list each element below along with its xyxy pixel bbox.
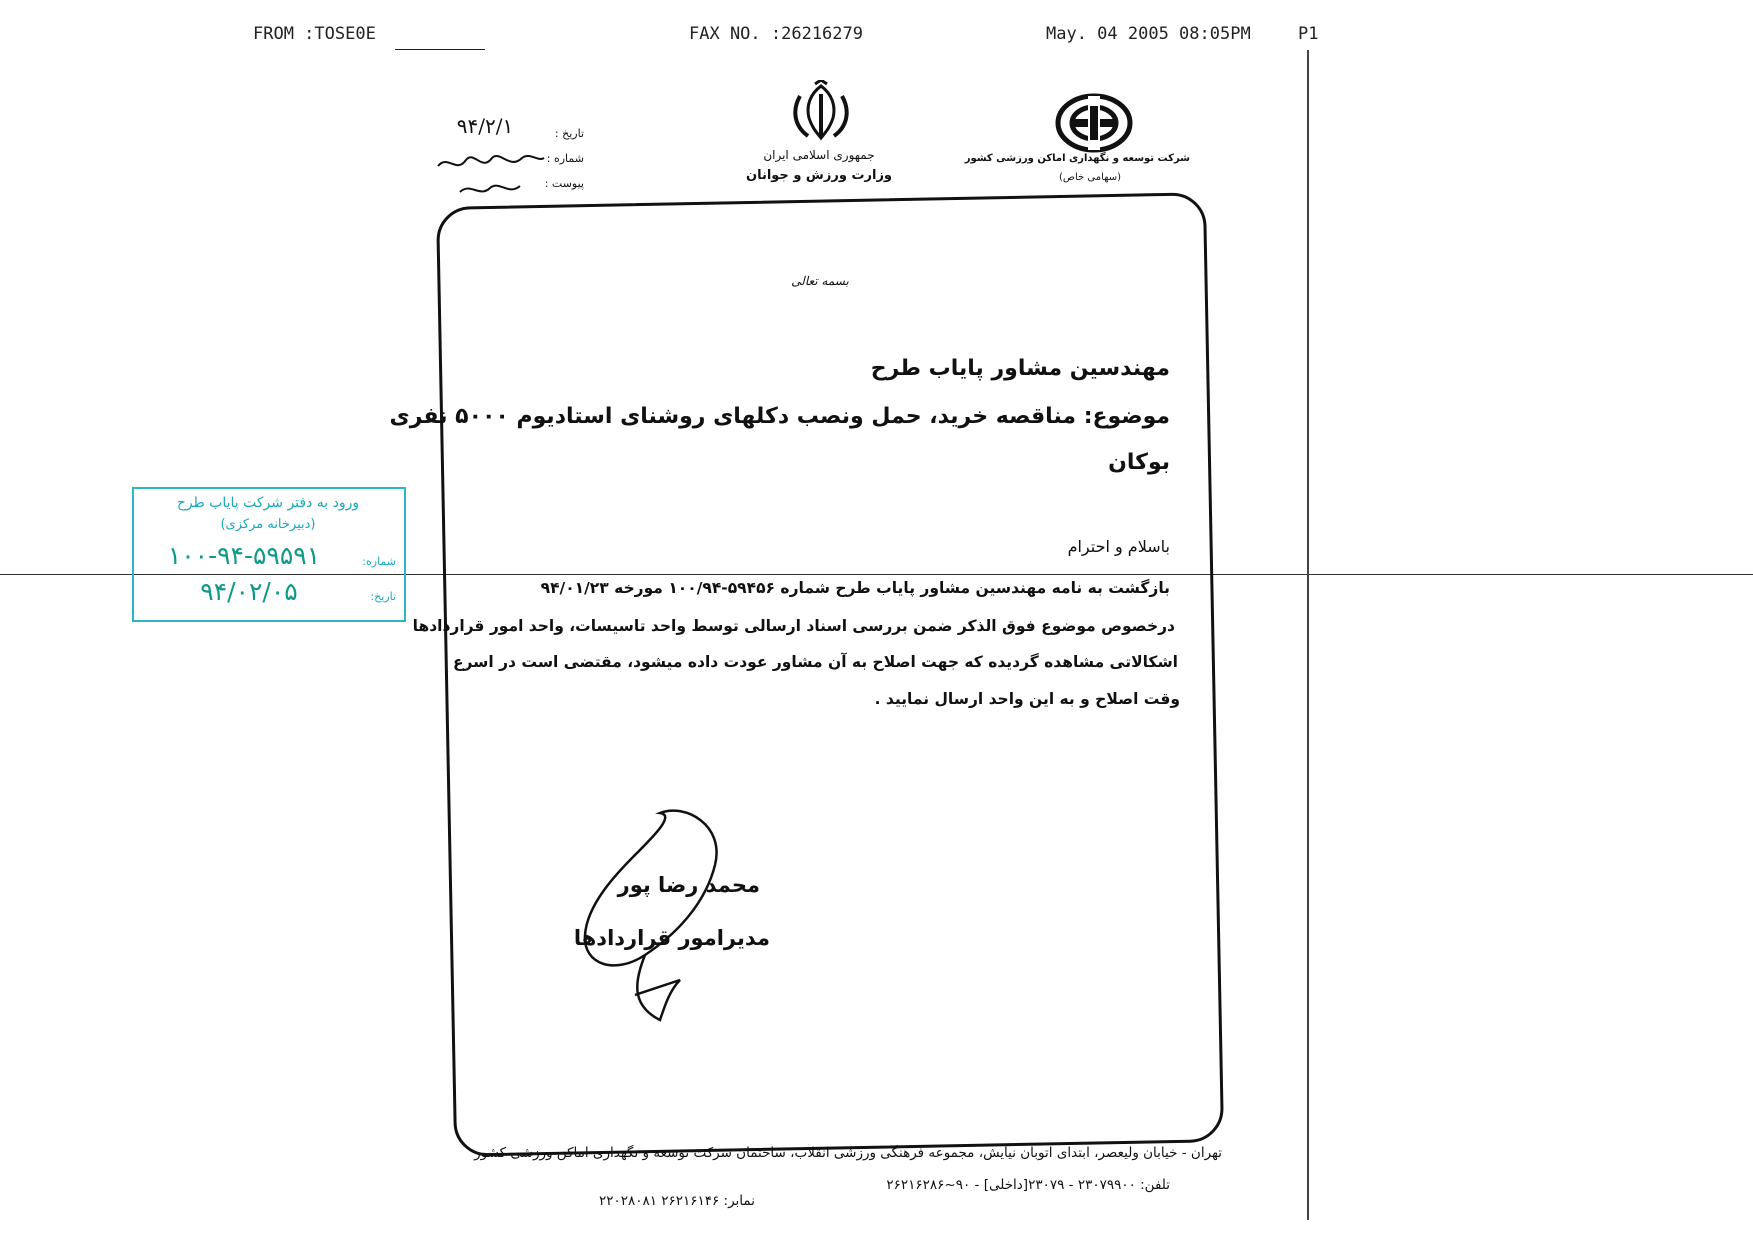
- receipt-stamp: [132, 487, 406, 622]
- iran-emblem-icon: [786, 80, 856, 142]
- subject-line-1: موضوع: مناقصه خرید، حمل ونصب دکلهای روشنای استادیوم ۵۰۰۰ نفری: [389, 404, 1170, 429]
- company-logo-icon: [1052, 92, 1136, 154]
- stamp-label-number: شماره:: [362, 555, 396, 568]
- company-name: شرکت توسعه و نگهداری اماکن ورزشی کشور: [964, 153, 1190, 164]
- gov-name: جمهوری اسلامی ایران: [763, 148, 875, 162]
- recipient: مهندسین مشاور پایاب طرح: [870, 356, 1170, 381]
- basmala: بسمه تعالی: [791, 274, 849, 288]
- handwritten-number-scribble: [430, 148, 548, 203]
- scan-line-vertical: [1307, 50, 1309, 1220]
- stamp-subtitle: (دبیرخانه مرکزی): [220, 517, 316, 532]
- signer-title: مدیرامور قراردادها: [573, 926, 770, 950]
- label-date: تاریخ :: [554, 127, 584, 140]
- footer-address: تهران - خیابان ولیعصر، ابتدای اتوبان نیایش، مجموعه فرهنگی ورزشی انقلاب، ساختمان شرکت توسعه و نگهداری اماکن ورزشی کشور: [474, 1145, 1222, 1161]
- greeting: باسلام و احترام: [1067, 537, 1170, 556]
- handwritten-date: ۹۴/۲/۱: [456, 114, 514, 138]
- stamp-label-date: تاریخ:: [370, 590, 396, 603]
- fax-datetime: May. 04 2005 08:05PM: [1046, 24, 1251, 44]
- ministry-name: وزارت ورزش و جوانان: [745, 168, 893, 183]
- body-line-3: اشکالاتی مشاهده گردیده که جهت اصلاح به آن مشاور عودت داده میشود، مقتضی است در اسرع: [452, 653, 1178, 671]
- stamp-number: ۱۰۰-۹۴-۵۹۵۹۱: [167, 541, 321, 570]
- fax-number: FAX NO. :26216279: [689, 24, 863, 44]
- fax-from-underline: [395, 49, 485, 50]
- footer-fax: نمابر: ۲۶۲۱۶۱۴۶ ۲۲۰۲۸۰۸۱: [598, 1193, 755, 1209]
- stamp-date: ۹۴/۰۲/۰۵: [200, 577, 298, 606]
- company-type: (سهامی خاص): [1058, 172, 1122, 183]
- label-number: شماره :: [546, 152, 584, 165]
- subject-line-2: بوکان: [1108, 450, 1170, 475]
- fax-from: FROM :TOSE0E: [253, 24, 376, 44]
- label-attachment: پیوست :: [544, 177, 584, 190]
- stamp-title: ورود به دفتر شرکت پایاب طرح: [176, 495, 360, 511]
- signer-name: محمد رضا پور: [617, 873, 760, 897]
- body-line-2: درخصوص موضوع فوق الذکر ضمن بررسی اسناد ارسالی توسط واحد تاسیسات، واحد امور قراردادها: [412, 617, 1175, 635]
- body-line-1: بازگشت به نامه مهندسین مشاور پایاب طرح شماره ۵۹۴۵۶-۱۰۰/۹۴ مورخه ۹۴/۰۱/۲۳: [540, 579, 1170, 597]
- signature-icon: [575, 805, 745, 1025]
- letter-frame: [389, 192, 1224, 1157]
- fax-page: P1: [1298, 24, 1319, 44]
- body-line-4: وقت اصلاح و به این واحد ارسال نمایید .: [874, 690, 1180, 708]
- footer-phone: تلفن: ۲۳۰۷۹۹۰۰ - ۲۳۰۷۹[داخلی] - ۹۰~۲۶۲۱۶۲۸۶: [886, 1177, 1170, 1193]
